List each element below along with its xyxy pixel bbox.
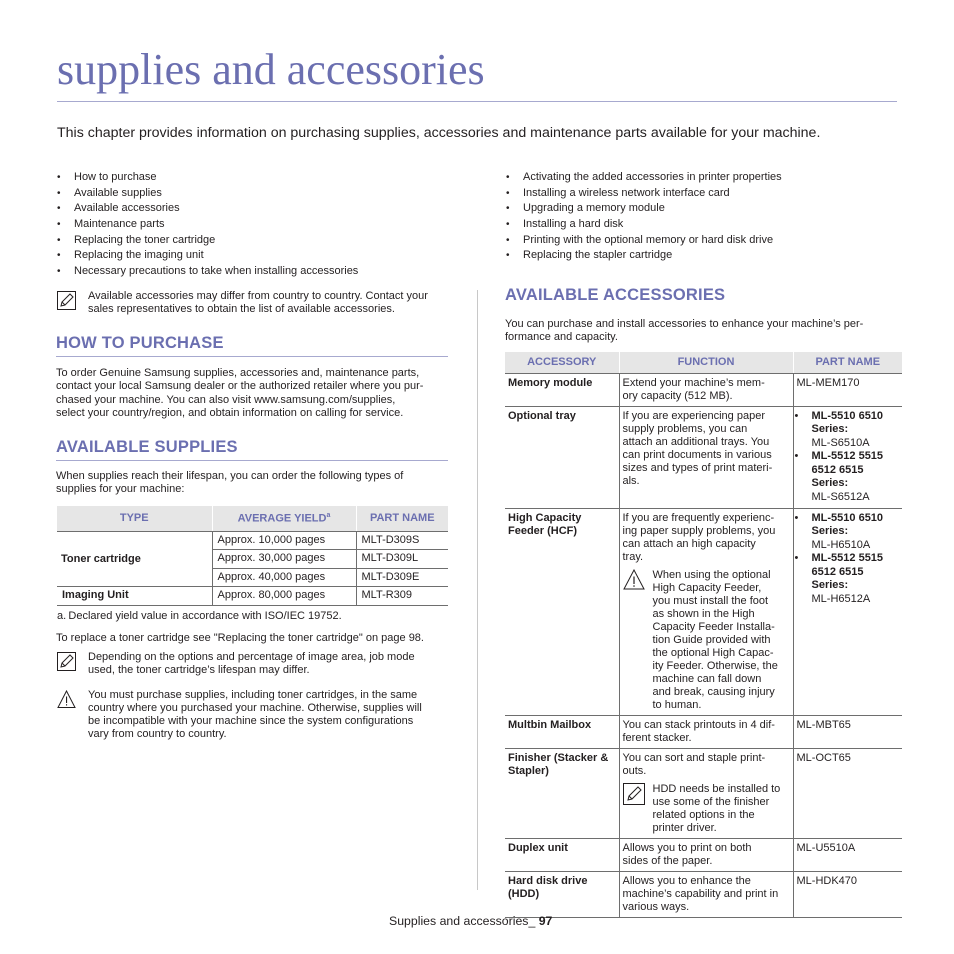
caution-text: You must purchase supplies, including toner cartridges, in the same country where you purchased your machine. Otherwise, supplies will be incompatible with your machine since the system configurations vary from country to country. (88, 689, 422, 740)
how-to-purchase-heading: HOW TO PURCHASE (56, 334, 224, 352)
table-row (57, 531, 448, 550)
table-footnote: a. Declared yield value in accordance with ISO/IEC 19752. (57, 610, 342, 622)
list-item: • Installing a hard disk (506, 217, 782, 233)
table-row (505, 838, 902, 871)
topic-list-right (506, 170, 782, 264)
available-accessories-text: You can purchase and install accessories to enhance your machine’s per- formance and capacity. (505, 318, 864, 344)
part-number: ML-H6510A (811, 538, 871, 551)
accessories-table (505, 352, 902, 918)
part-cell: ML-U5510A (793, 838, 902, 871)
note-text: Depending on the options and percentage of image area, job mode used, the toner cartridge’s lifespan may differ. (88, 651, 415, 676)
function-cell (619, 748, 793, 838)
part-cell: ML-MEM170 (793, 373, 902, 406)
section-divider (56, 460, 448, 461)
table-row (505, 871, 902, 917)
part-cell: ML-HDK470 (793, 871, 902, 917)
part-cell (793, 406, 902, 508)
function-text: If you are frequently experienc- ing paper supply problems, you can attach an high capacity tray. (622, 511, 776, 563)
part-number: ML-S6510A (811, 436, 870, 449)
chapter-intro: This chapter provides information on purchasing supplies, accessories and maintenance parts available for your machine. (57, 125, 821, 141)
list-item: • Available accessories (57, 201, 358, 217)
topic-list-left (57, 170, 358, 280)
note-pencil-icon (623, 783, 645, 805)
part-cell: MLT-D309L (356, 550, 448, 569)
function-cell: Extend your machine’s mem- ory capacity (512 MB). (619, 373, 793, 406)
supplies-table (57, 506, 448, 606)
availability-note (57, 290, 428, 316)
note-text: Available accessories may differ from country to country. Contact your sales representatives to obtain the list of available accessories. (88, 290, 428, 315)
column-header: TYPE (57, 506, 212, 531)
list-item: • Replacing the stapler cartridge (506, 248, 782, 264)
footer-label: Supplies and accessories_ (389, 914, 539, 928)
list-item: • How to purchase (57, 170, 358, 186)
purchase-caution (57, 689, 422, 741)
caution-triangle-icon (57, 690, 76, 709)
series-label: • ML-5512 5515 6512 6515 Series: (811, 450, 884, 489)
accessory-cell: High Capacity Feeder (HCF) (505, 508, 619, 715)
list-item: • Installing a wireless network interface card (506, 186, 782, 202)
part-cell: ML-OCT65 (793, 748, 902, 838)
note-text: HDD needs be installed to use some of the finisher related options in the printer driver. (652, 782, 781, 834)
type-cell: Toner cartridge (57, 531, 212, 587)
list-item (797, 450, 899, 504)
function-cell: If you are experiencing paper supply problems, you can attach an additional trays. You can print documents in various sizes and types of print materi- als. (619, 406, 793, 508)
table-row (505, 715, 902, 748)
accessory-cell: Optional tray (505, 406, 619, 508)
chapter-title: supplies and accessories (57, 45, 485, 94)
accessory-cell: Duplex unit (505, 838, 619, 871)
table-row (505, 508, 902, 715)
column-header: ACCESSORY (505, 352, 619, 373)
accessory-cell: Hard disk drive (HDD) (505, 871, 619, 917)
yield-cell: Approx. 80,000 pages (212, 587, 356, 606)
available-accessories-heading: AVAILABLE ACCESSORIES (505, 286, 726, 304)
available-supplies-text: When supplies reach their lifespan, you can order the following types of supplies for your machine: (56, 470, 404, 496)
series-label: • ML-5510 6510 Series: (811, 511, 884, 537)
part-cell (793, 508, 902, 715)
part-list (797, 410, 899, 505)
part-cell: MLT-R309 (356, 587, 448, 606)
part-number: ML-S6512A (811, 490, 870, 503)
note-pencil-icon (57, 652, 76, 671)
column-divider (477, 290, 478, 890)
finisher-note (623, 783, 789, 835)
available-supplies-heading: AVAILABLE SUPPLIES (56, 438, 238, 456)
table-row (505, 748, 902, 838)
function-cell (619, 508, 793, 715)
list-item: • Activating the added accessories in printer properties (506, 170, 782, 186)
yield-cell: Approx. 40,000 pages (212, 568, 356, 587)
series-label: • ML-5512 5515 6512 6515 Series: (811, 552, 884, 591)
title-divider (57, 101, 897, 102)
caution-text: When using the optional High Capacity Feeder, you must install the foot as shown in the High Capacity Feeder Installa- tion Guide provided with the optional High Capac- ity Feeder. Otherwise, the machine can fall down and break, causing injury to human. (652, 568, 778, 711)
list-item: • Printing with the optional memory or hard disk drive (506, 233, 782, 249)
section-divider (56, 356, 448, 357)
yield-header-label: AVERAGE YIELD (237, 512, 327, 525)
column-header: PART NAME (793, 352, 902, 373)
function-cell: Allows you to print on both sides of the paper. (619, 838, 793, 871)
list-item: • Replacing the imaging unit (57, 248, 358, 264)
part-cell: ML-MBT65 (793, 715, 902, 748)
note-pencil-icon (57, 291, 76, 310)
page-footer (389, 914, 552, 928)
lifespan-note (57, 651, 415, 677)
series-label: • ML-5510 6510 Series: (811, 409, 884, 435)
accessory-cell: Finisher (Stacker & Stapler) (505, 748, 619, 838)
yield-cell: Approx. 10,000 pages (212, 531, 356, 550)
part-list (797, 512, 899, 607)
table-row (505, 406, 902, 508)
column-header: FUNCTION (619, 352, 793, 373)
function-cell: You can stack printouts in 4 dif- ferent stacker. (619, 715, 793, 748)
part-number: ML-H6512A (811, 592, 871, 605)
part-cell: MLT-D309S (356, 531, 448, 550)
function-cell: Allows you to enhance the machine’s capability and print in various ways. (619, 871, 793, 917)
list-item (797, 552, 899, 606)
type-cell: Imaging Unit (57, 587, 212, 606)
table-row (505, 373, 902, 406)
accessory-cell: Multbin Mailbox (505, 715, 619, 748)
how-to-purchase-text: To order Genuine Samsung supplies, accessories and, maintenance parts, contact your local Samsung dealer or the authorized retailer where you pur- chased your machine. You can also visit www.samsung.com/supplies, select your country/region, and obtain information on calling for service. (56, 367, 424, 419)
list-item: • Replacing the toner cartridge (57, 233, 358, 249)
replace-toner-reference[interactable]: To replace a toner cartridge see "Replacing the toner cartridge" on page 98. (56, 632, 424, 644)
list-item: • Upgrading a memory module (506, 201, 782, 217)
list-item (797, 512, 899, 553)
column-header: PART NAME (356, 506, 448, 531)
list-item: • Available supplies (57, 186, 358, 202)
list-item: • Maintenance parts (57, 217, 358, 233)
yield-cell: Approx. 30,000 pages (212, 550, 356, 569)
page-number: 97 (538, 914, 553, 928)
footnote-marker[interactable]: a (326, 511, 331, 519)
list-item (797, 410, 899, 451)
hcf-caution (623, 569, 789, 712)
function-text: You can sort and staple print- outs. (622, 751, 766, 777)
accessory-cell: Memory module (505, 373, 619, 406)
part-cell: MLT-D309E (356, 568, 448, 587)
caution-triangle-icon (623, 569, 645, 591)
list-item: • Necessary precautions to take when installing accessories (57, 264, 358, 280)
table-row (57, 587, 448, 606)
column-header (212, 506, 356, 531)
